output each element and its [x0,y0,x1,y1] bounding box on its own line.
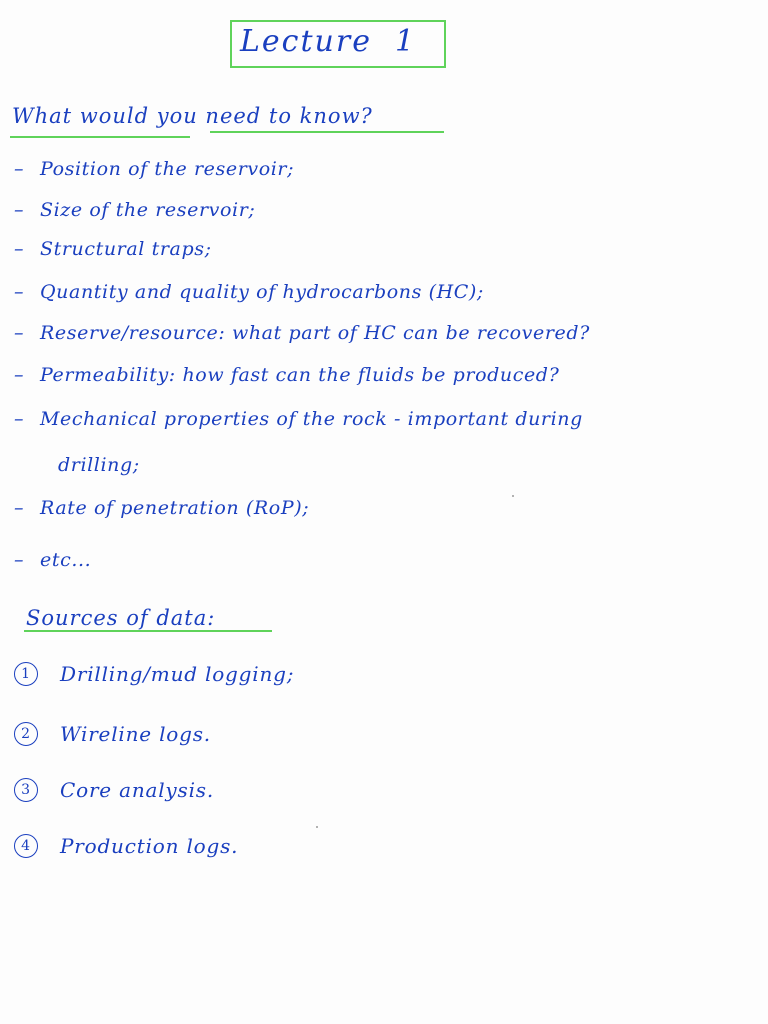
paper-speck [512,495,514,497]
circled-number-icon: 1 [14,662,38,686]
list-item: – Reserve/resource: what part of HC can be recovered? [14,322,590,344]
list-item: – etc... [14,549,92,571]
circled-number-icon: 3 [14,778,38,802]
list-item: – Structural traps; [14,238,212,260]
list-item: – Position of the reservoir; [14,158,295,180]
heading-underline-right [210,131,444,133]
source-item: 4 Production logs. [14,834,238,858]
sources-underline [24,630,272,632]
list-item: – Rate of penetration (RoP); [14,497,310,519]
heading-underline-left [10,136,190,138]
source-item: 2 Wireline logs. [14,722,211,746]
list-item: – Quantity and quality of hydrocarbons (HC); [14,281,484,303]
list-item: – Permeability: how fast can the fluids be produced? [14,364,560,386]
list-item: – Size of the reservoir; [14,199,256,221]
section-heading-sources: Sources of data: [26,606,216,630]
paper-speck [316,826,318,828]
circled-number-icon: 2 [14,722,38,746]
page-title: Lecture 1 [240,24,417,59]
source-item: 3 Core analysis. [14,778,214,802]
list-item: – Mechanical properties of the rock - important during [14,408,583,430]
source-item: 1 Drilling/mud logging; [14,662,294,686]
list-item-continuation: drilling; [58,454,140,476]
section-heading-need-to-know: What would you need to know? [12,104,373,128]
circled-number-icon: 4 [14,834,38,858]
